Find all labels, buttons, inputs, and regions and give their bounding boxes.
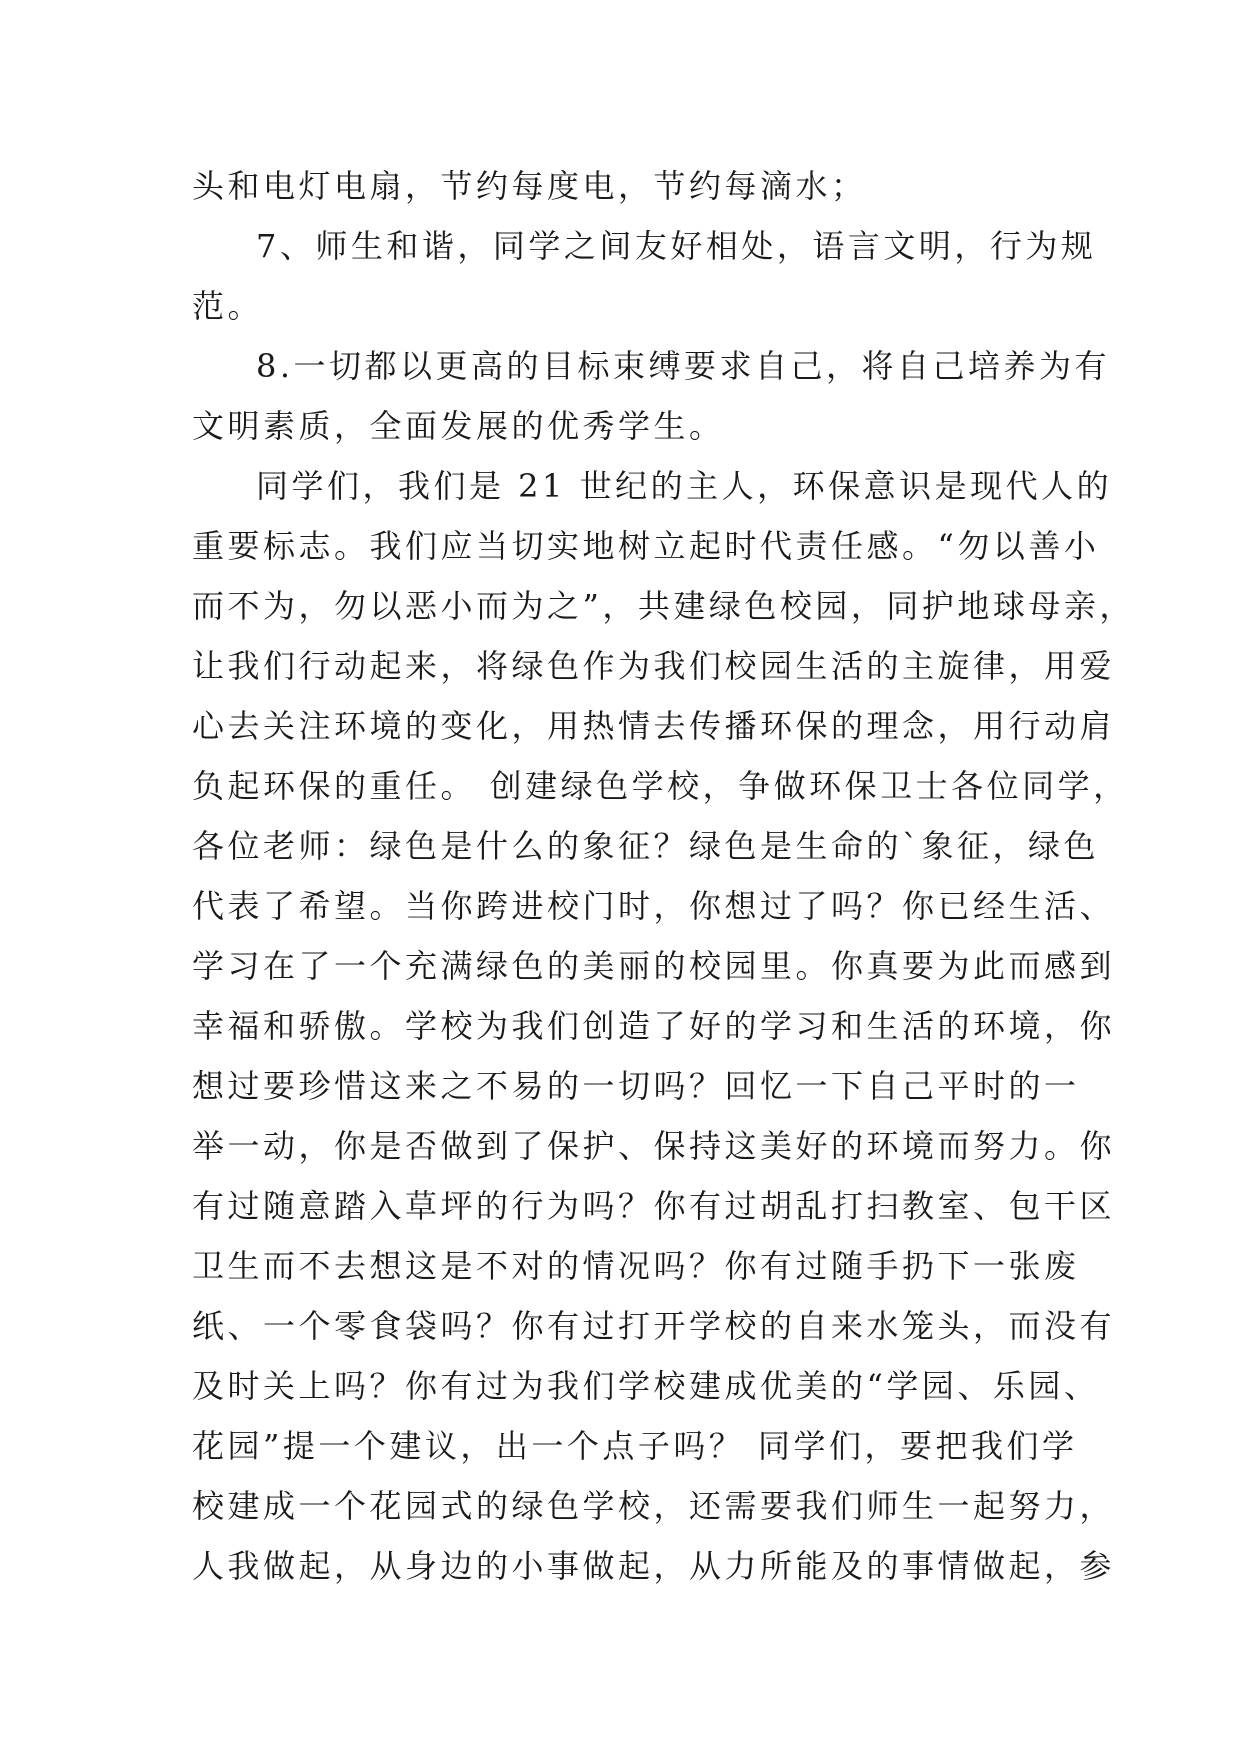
text-line: 范。 — [192, 287, 264, 325]
text-line: 代表了希望。当你跨进校门时，你想过了吗？你已经生活、 — [192, 887, 1116, 925]
text-line: 让我们行动起来，将绿色作为我们校园生活的主旋律，用爱 — [192, 647, 1116, 685]
text-line: 8.一切都以更高的目标束缚要求自己，将自己培养为有 — [256, 347, 1111, 385]
text-line: 心去关注环境的变化，用热情去传播环保的理念，用行动肩 — [192, 707, 1116, 745]
text-line: 校建成一个花园式的绿色学校，还需要我们师生一起努力， — [192, 1487, 1116, 1525]
document-body — [192, 156, 1135, 1596]
text-line: 有过随意踏入草坪的行为吗？你有过胡乱打扫教室、包干区 — [192, 1187, 1116, 1225]
text-line: 举一动，你是否做到了保护、保持这美好的环境而努力。你 — [192, 1127, 1116, 1165]
text-line: 负起环保的重任。 创建绿色学校，争做环保卫士各位同学， — [192, 767, 1129, 805]
text-line: 纸、一个零食袋吗？你有过打开学校的自来水笼头，而没有 — [192, 1307, 1116, 1345]
text-line: 花园”提一个建议，出一个点子吗？ 同学们，要把我们学 — [192, 1427, 1078, 1465]
text-line: 7、师生和谐，同学之间友好相处，语言文明，行为规 — [256, 227, 1097, 265]
text-line: 头和电灯电扇，节约每度电，节约每滴水； — [192, 167, 867, 205]
text-line: 幸福和骄傲。学校为我们创造了好的学习和生活的环境，你 — [192, 1007, 1116, 1045]
text-line: 想过要珍惜这来之不易的一切吗？回忆一下自己平时的一 — [192, 1067, 1080, 1105]
text-line: 文明素质，全面发展的优秀学生。 — [192, 407, 725, 445]
text-line: 人我做起，从身边的小事做起，从力所能及的事情做起，参 — [192, 1547, 1116, 1585]
text-line: 卫生而不去想这是不对的情况吗？你有过随手扔下一张废 — [192, 1247, 1080, 1285]
text-line: 及时关上吗？你有过为我们学校建成优美的“学园、乐园、 — [192, 1367, 1100, 1405]
text-line: 重要标志。我们应当切实地树立起时代责任感。“勿以善小 — [192, 527, 1100, 565]
text-line: 学习在了一个充满绿色的美丽的校园里。你真要为此而感到 — [192, 947, 1116, 985]
text-line: 而不为，勿以恶小而为之”，共建绿色校园，同护地球母亲， — [192, 587, 1135, 625]
text-line: 同学们，我们是 21 世纪的主人，环保意识是现代人的 — [256, 467, 1113, 505]
text-line: 各位老师：绿色是什么的象征？绿色是生命的`象征，绿色 — [192, 827, 1100, 865]
